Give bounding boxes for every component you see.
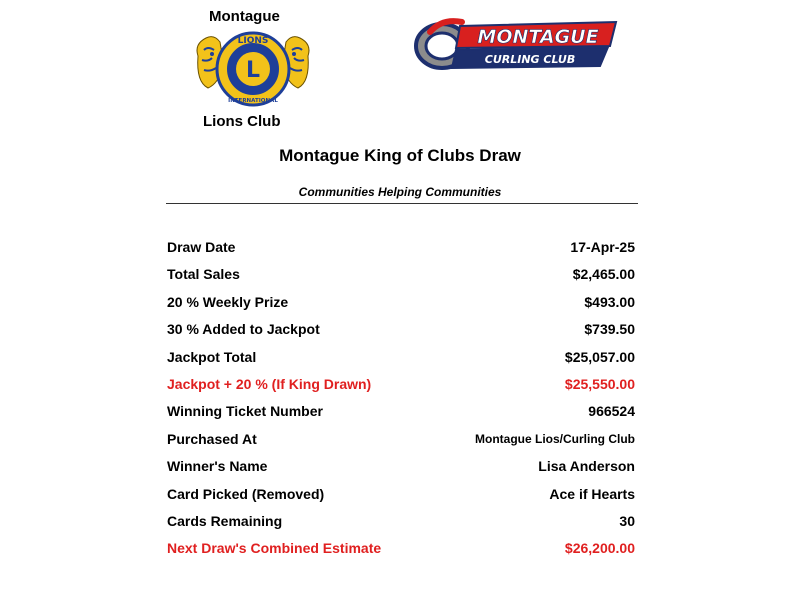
row-purchased-at	[167, 428, 635, 455]
lions-emblem-bottom-text: INTERNATIONAL	[228, 98, 278, 104]
row-weekly-prize	[167, 291, 635, 318]
row-value: $2,465.00	[572, 266, 635, 283]
lions-club-logo-icon	[190, 26, 316, 112]
row-value: 17-Apr-25	[570, 239, 635, 255]
row-label: Jackpot Total	[167, 348, 257, 365]
row-value: Ace if Hearts	[549, 485, 635, 502]
row-label: Next Draw's Combined Estimate	[167, 540, 382, 557]
curling-club-logo-icon	[412, 12, 618, 72]
row-value: 30	[619, 512, 635, 529]
draw-results-table	[167, 236, 635, 565]
row-jackpot-total	[167, 346, 635, 373]
page-title: Montague King of Clubs Draw	[279, 146, 521, 165]
lions-emblem-top-text: LIONS	[237, 36, 269, 46]
row-label: Cards Remaining	[167, 512, 283, 529]
row-jackpot-if-king	[167, 373, 635, 400]
lions-top-text: Montague	[209, 8, 280, 25]
row-added-to-jackpot	[167, 318, 635, 345]
page-subtitle: Communities Helping Communities	[298, 185, 502, 199]
row-value: Montague Lios/Curling Club	[475, 431, 635, 446]
row-next-draw-estimate	[167, 537, 635, 564]
row-total-sales	[167, 263, 635, 290]
divider	[166, 203, 638, 204]
row-label: Total Sales	[167, 266, 240, 283]
row-label: Card Picked (Removed)	[167, 485, 325, 502]
row-value: $739.50	[584, 321, 635, 338]
row-winner-name	[167, 455, 635, 482]
row-value: $25,550.00	[564, 375, 635, 392]
row-winning-ticket	[167, 400, 635, 427]
row-value: $26,200.00	[564, 540, 635, 557]
row-card-picked	[167, 483, 635, 510]
row-label: Winning Ticket Number	[167, 403, 323, 420]
row-cards-remaining	[167, 510, 635, 537]
curling-logo-line2: CURLING CLUB	[484, 53, 576, 66]
row-label: Draw Date	[167, 239, 236, 255]
lions-bottom-text: Lions Club	[203, 113, 281, 130]
row-value: Lisa Anderson	[538, 458, 635, 475]
row-label: Jackpot + 20 % (If King Drawn)	[167, 375, 372, 392]
curling-logo-line1: MONTAGUE	[477, 26, 599, 48]
row-label: Winner's Name	[167, 458, 268, 475]
row-draw-date	[167, 236, 635, 263]
row-label: 20 % Weekly Prize	[167, 293, 289, 310]
row-label: 30 % Added to Jackpot	[167, 321, 320, 338]
row-value: $25,057.00	[564, 348, 635, 365]
row-value: 966524	[588, 403, 635, 420]
row-label: Purchased At	[167, 430, 257, 447]
lions-emblem-letter: L	[245, 58, 261, 83]
row-value: $493.00	[584, 293, 635, 310]
